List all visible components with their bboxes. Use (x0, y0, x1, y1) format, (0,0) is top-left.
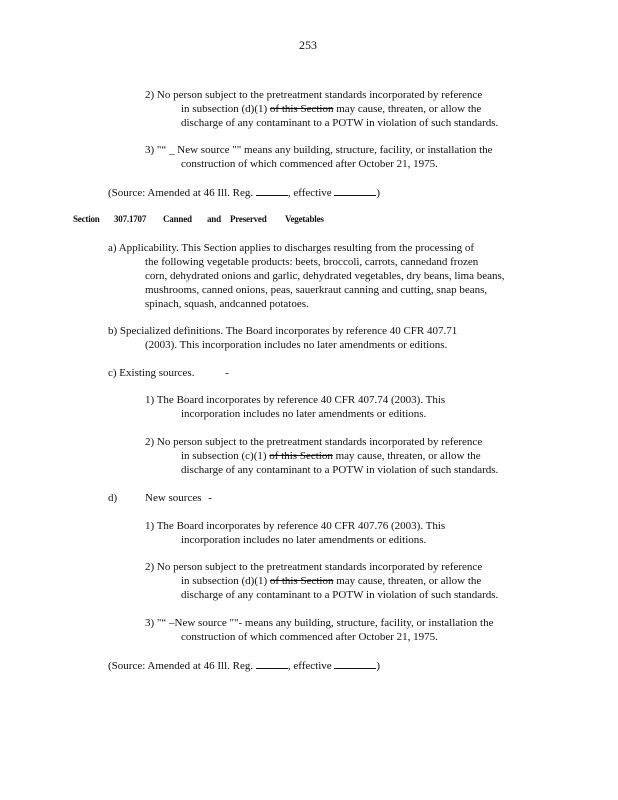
source-suffix: ) (376, 187, 381, 199)
existing-c1-line1: 1) The Board incorporates by reference 40 CFR 407.74 (2003). This (145, 394, 446, 406)
d2-line1: 2) No person subject to the pretreatment standards incorporated by reference (145, 89, 483, 101)
new-d2-line2 (181, 574, 481, 588)
source-note-2 (108, 658, 380, 673)
new-sources-label: d) (108, 492, 118, 504)
d2-line2-b: may cause, threaten, or allow the (336, 103, 482, 115)
d3-line2: construction of which commenced after October 21, 1975. (181, 158, 438, 170)
source2-suffix: ) (376, 660, 381, 672)
d2-line2 (181, 102, 481, 116)
new-sources-heading-text: New sources (145, 492, 202, 504)
page-number: 253 (299, 38, 317, 52)
new-sources-heading (145, 491, 212, 505)
applicability-line5: spinach, squash, andcanned potatoes. (145, 298, 309, 310)
applicability-line4: mushrooms, canned onions, peas, sauerkraut canning and cutting, snap beans, (145, 284, 488, 296)
new-d2-line2-a: in subsection (d)(1) (181, 575, 268, 587)
new-d2-line2-b: may cause, threaten, or allow the (336, 575, 482, 587)
source-middle: , effective (287, 187, 332, 199)
applicability-line2: the following vegetable products: beets, broccoli, carrots, cannedand frozen (145, 256, 479, 268)
new-sources-dash: - (208, 492, 212, 504)
existing-dash: - (225, 367, 229, 379)
existing-heading (108, 366, 229, 380)
source-blank-1 (256, 185, 288, 196)
source2-blank-2 (334, 658, 376, 669)
section-title-word-4: Vegetables (285, 214, 324, 224)
source2-middle: , effective (287, 660, 332, 672)
specialized-line2: (2003). This incorporation includes no later amendments or editions. (145, 339, 448, 351)
section-label: Section (73, 214, 100, 224)
section-number: 307.1707 (114, 214, 147, 224)
source-blank-2 (334, 185, 376, 196)
existing-c2-line2 (181, 449, 481, 463)
applicability-line3: corn, dehydrated onions and garlic, dehydrated vegetables, dry beans, lima beans, (145, 270, 505, 282)
d3-line1: 3) "“ _ New source "" means any building, structure, facility, or installation the (145, 144, 493, 156)
new-d1-line2: incorporation includes no later amendments or editions. (181, 534, 427, 546)
existing-c2-line2-a: in subsection (c)(1) (181, 450, 267, 462)
new-d1-line1: 1) The Board incorporates by reference 40 CFR 407.76 (2003). This (145, 520, 446, 532)
d2-line2-a: in subsection (d)(1) (181, 103, 268, 115)
source-prefix: (Source: Amended at 46 Ill. Reg. (108, 187, 254, 199)
source2-prefix: (Source: Amended at 46 Ill. Reg. (108, 660, 254, 672)
source-note-1 (108, 185, 380, 200)
section-title-word-3: Preserved (230, 214, 267, 224)
existing-c1-line2: incorporation includes no later amendments or editions. (181, 408, 427, 420)
existing-heading-text: c) Existing sources. (108, 367, 195, 379)
d2-line3: discharge of any contaminant to a POTW in violation of such standards. (181, 117, 499, 129)
specialized-line1: b) Specialized definitions. The Board incorporates by reference 40 CFR 407.71 (108, 325, 458, 337)
new-d2-strike: of this Section (269, 575, 334, 587)
section-title-word-1: Canned (163, 214, 192, 224)
section-title-word-2: and (207, 214, 221, 224)
new-d2-line3: discharge of any contaminant to a POTW in violation of such standards. (181, 589, 499, 601)
source2-blank-1 (256, 658, 288, 669)
d2-strike: of this Section (269, 103, 334, 115)
new-d3-line1: 3) "“ –New source ""- means any building, structure, facility, or installation the (145, 617, 494, 629)
new-d3-line2: construction of which commenced after October 21, 1975. (181, 631, 438, 643)
existing-c2-line2-b: may cause, threaten, or allow the (335, 450, 481, 462)
existing-c2-line1: 2) No person subject to the pretreatment standards incorporated by reference (145, 436, 483, 448)
new-d2-line1: 2) No person subject to the pretreatment standards incorporated by reference (145, 561, 483, 573)
existing-c2-line3: discharge of any contaminant to a POTW in violation of such standards. (181, 464, 499, 476)
applicability-line1: a) Applicability. This Section applies to discharges resulting from the processing of (108, 242, 475, 254)
existing-c2-strike: of this Section (269, 450, 333, 462)
